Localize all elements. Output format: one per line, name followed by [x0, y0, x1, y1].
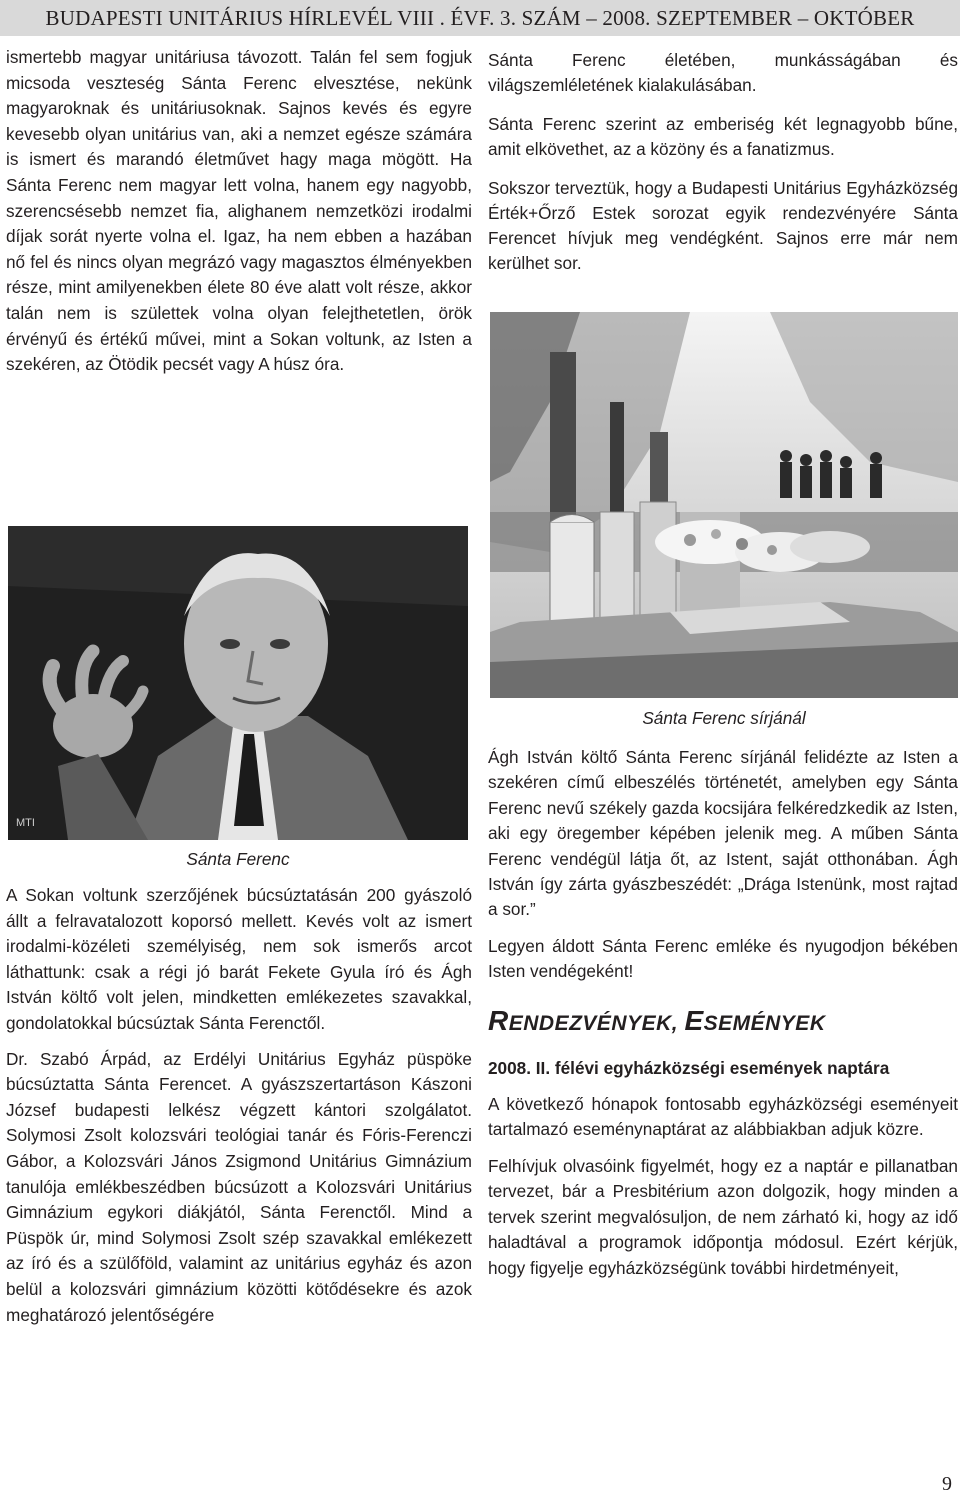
left-column-top: [6, 45, 472, 378]
portrait-photo: [8, 526, 468, 840]
grave-photo-caption: Sánta Ferenc sírjánál: [642, 708, 806, 728]
body-paragraph: Legyen áldott Sánta Ferenc emléke és nyugodjon békében Isten vendégeként!: [488, 935, 958, 982]
body-paragraph: A következő hónapok fontosabb egyházközségi eseményeit tartalmazó eseménynaptárat az alábbiakban adjuk közre.: [488, 1094, 958, 1140]
body-paragraph: Felhívjuk olvasóink figyelmét, hogy ez a naptár e pillanatban tervezet, bár a Presbitérium azon dolgozik, hogy minden a tervek szerint megvalósuljon, de nem zárható ki, hogy az idő haladtával a programok időpontja módosul. Ezért kérjük, hogy figyelje egyházközségünk további hirdetményeit,: [488, 1155, 958, 1278]
body-paragraph: A Sokan voltunk szerzőjének búcsúztatásán 200 gyászoló állt a felravatalozott koporsó mellett. Kevés volt az ismert irodalmi-közéleti személyiség, nem sok ismerős arcot láthattunk: csak a régi jó barát Fekete Gyula író és Ágh István költő volt jelen, mindketten emlékezetes szavakkal, gondolatokkal búcsúztak Sánta Ferenctől.: [6, 885, 472, 1033]
running-header: BUDAPESTI UNITÁRIUS HÍRLEVÉL VIII . ÉVF. 3. SZÁM – 2008. SZEPTEMBER – OKTÓBER: [0, 0, 960, 36]
body-paragraph: Ágh István költő Sánta Ferenc sírjánál felidézte az Isten a szekéren című elbeszélés történetét, amelyben egy Sánta Ferenc nevű székely gazda kocsijára felkéredzkedik az Isten, aki egy öregember képében jelenik meg. A műben Sánta Ferenc vendégül látja őt, az Istent, saját otthonában. Ágh István így zárta gyászbeszédét: „Drága Istenünk, most rajtad a sor.”: [488, 747, 958, 920]
left-column-bottom: [6, 883, 472, 1338]
photo-agency-watermark: MTI: [16, 817, 35, 829]
right-column-top: [488, 48, 958, 290]
grave-scene-illustration: [490, 312, 958, 698]
portrait-illustration: [8, 526, 468, 840]
body-paragraph: Sokszor terveztük, hogy a Budapesti Unitárius Egyházközség Érték+Őrző Estek sorozat egyik rendezvényére Sánta Ferencet hívjuk meg vendégként. Sajnos erre már nem kerülhet sor.: [488, 178, 958, 273]
portrait-photo-caption: Sánta Ferenc: [186, 849, 290, 869]
page-number: 9: [942, 1473, 952, 1495]
body-paragraph: Sánta Ferenc szerint az emberiség két legnagyobb bűne, amit elkövethet, az a közöny és a fanatizmus.: [488, 114, 958, 159]
grave-photo: [490, 312, 958, 698]
subsection-heading: 2008. II. félévi egyházközségi események naptára: [488, 1057, 890, 1078]
body-paragraph: Dr. Szabó Árpád, az Erdélyi Unitárius Egyház püspöke búcsúztatta Sánta Ferencet. A gyászszertartáson Kászoni József budapesti lelkész végzett kántori szolgálatot. Solymosi Zsolt kolozsvári teológiai tanár és Fóris-Ferenczi Gábor, a Kolozsvári János Zsigmond Unitárius Gimnázium tanulója emlékbeszédben búcsúzott a Kolozsvári Unitárius Gimnázium egykori diákjától, Sánta Ferenctől. Mind a Püspök úr, mind Solymosi Zsolt szép szavakkal emlékezett az író és a szülőföld, valamint az unitárius egyház és azon belül a kolozsvári gimnázium közötti kötődésekre és azok meghatározó jelentőségére: [6, 1048, 472, 1325]
body-paragraph: Sánta Ferenc életében, munkásságában és világszemléletének kialakulásában.: [488, 50, 958, 95]
section-title: RENDEZVÉNYEK, ESEMÉNYEK: [488, 1004, 826, 1036]
right-column-bottom: [488, 745, 958, 1292]
body-paragraph: ismertebb magyar unitáriusa távozott. Talán fel sem fogjuk micsoda veszteség Sánta Ferenc elvesztése, nekünk magyaroknak és unitáriusoknak. Sajnos kevés és egyre kevesebb olyan unitárius van, aki a nemzet egésze számára is ismert és marandó életművet hagy maga mögött. Ha Sánta Ferenc nem magyar lett volna, hanem egy nagyobb, szerencsésebb nemzet fia, alighanem nemzetközi irodalmi díjak sorát nyerte volna el. Igaz, ha nem ebben a hazában nő fel és nincs olyan megrázó vagy magasztos élményekben része, mint amilyenekben élete 80 éve alatt volt része, akkor talán nem is születtek volna olyan felejthetetlen, örök érvényű és értékű művei, mint a Sokan voltunk, az Isten a szekéren, az Ötödik pecsét vagy A húsz óra.: [6, 47, 472, 375]
